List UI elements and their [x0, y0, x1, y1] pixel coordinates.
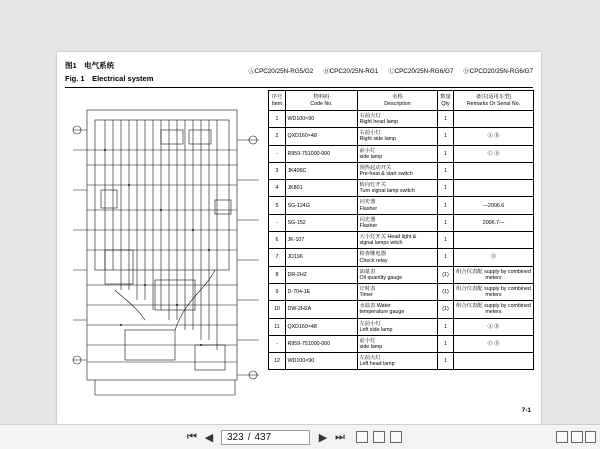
table-row: 11 QXD160×48 左前小灯 Left side lamp 1 Ⓐ Ⓑ [269, 318, 534, 335]
table-row: 10 DW-2H2A 水温表 Water temperature gauge (1) 组合仪表配 supply by combined meters [269, 301, 534, 318]
rotate-page-icon[interactable] [390, 431, 402, 443]
table-row: 2 QXD160×48 右前小灯 Right side lamp 1 Ⓐ Ⓑ [269, 128, 534, 145]
wiring-diagram [65, 90, 265, 402]
table-row: 7 JD196 检查继电器 Check relay 1 Ⓓ [269, 249, 534, 266]
header-code: 物料码 Code No. [286, 91, 358, 111]
header-qty: 数量 Qty [438, 91, 454, 111]
current-page: 323 [227, 432, 244, 443]
table-row: - R959-751000-000 前小灯 side lamp 1 Ⓒ Ⓓ [269, 335, 534, 352]
table-row: 1 WD100×90 右前大灯 Right head lamp 1 [269, 111, 534, 128]
page-label: 7-1 [521, 407, 531, 414]
header-remarks: 备注(适用车型) Remarks Or Serial No. [454, 91, 534, 111]
table-row: 5 SG-124G 闪光器 Flasher 1 —2006.6 [269, 197, 534, 214]
parts-table [268, 90, 534, 370]
document-page [57, 52, 541, 424]
header-description: 名称 Description [358, 91, 438, 111]
table-row: - SG-152 闪光器 Flasher 1 2006.7— [269, 214, 534, 231]
table-row: 6 JK-107 大小灯开关 Head light & signal lamps witch 1 [269, 232, 534, 249]
page-number-input[interactable] [221, 430, 310, 445]
header-item: 序号 Item [269, 91, 286, 111]
figure-title-en: Fig. 1 Electrical system [65, 74, 154, 83]
table-row: 4 JK801 转向灯开关 Turn signal lamp switch 1 [269, 180, 534, 197]
previous-page-icon[interactable]: ◀ [204, 432, 214, 444]
table-row: 12 WD100×90 左前大灯 Left head lamp 1 [269, 353, 534, 370]
table-row: 9 D-704-1E 计时表 Timer (1) 组合仪表配 supply by combined meters [269, 283, 534, 300]
total-pages: 437 [254, 432, 272, 443]
two-page-icon[interactable] [373, 431, 385, 443]
last-page-icon[interactable]: ⏭ [335, 431, 345, 443]
single-page-view-icon[interactable] [556, 431, 568, 443]
continuous-view-icon[interactable] [571, 431, 583, 443]
viewer-toolbar [0, 424, 600, 449]
next-page-icon[interactable]: ▶ [318, 432, 328, 444]
table-row: 3 JK406C 预热起动开关 Pre-heat & start switch 1 [269, 162, 534, 179]
model-list [248, 66, 533, 75]
model-b: ⒷCPC20/25N-RG1 [323, 68, 379, 75]
fit-page-icon[interactable] [356, 431, 368, 443]
thumbnail-view-icon[interactable] [585, 431, 596, 443]
model-d: ⒹCPCD20/25N-RG6/G7 [463, 68, 533, 75]
table-row: 8 DR-2HZ 油量表 Oil quantity gauge (1) 组合仪表配 supply by combined meters [269, 266, 534, 283]
figure-title-zh: 图1 电气系统 [65, 61, 115, 70]
model-c: ⒸCPC20/25N-RG6/G7 [388, 68, 454, 75]
table-header-row [269, 91, 534, 111]
page-separator: / [247, 432, 251, 443]
figure-header [65, 58, 533, 88]
first-page-icon[interactable]: ⏮ [187, 431, 197, 443]
model-a: ⒶCPC20/25N-RG5/G2 [248, 68, 314, 75]
table-row: - R959-751000-000 前小灯 side lamp 1 Ⓒ Ⓓ [269, 145, 534, 162]
